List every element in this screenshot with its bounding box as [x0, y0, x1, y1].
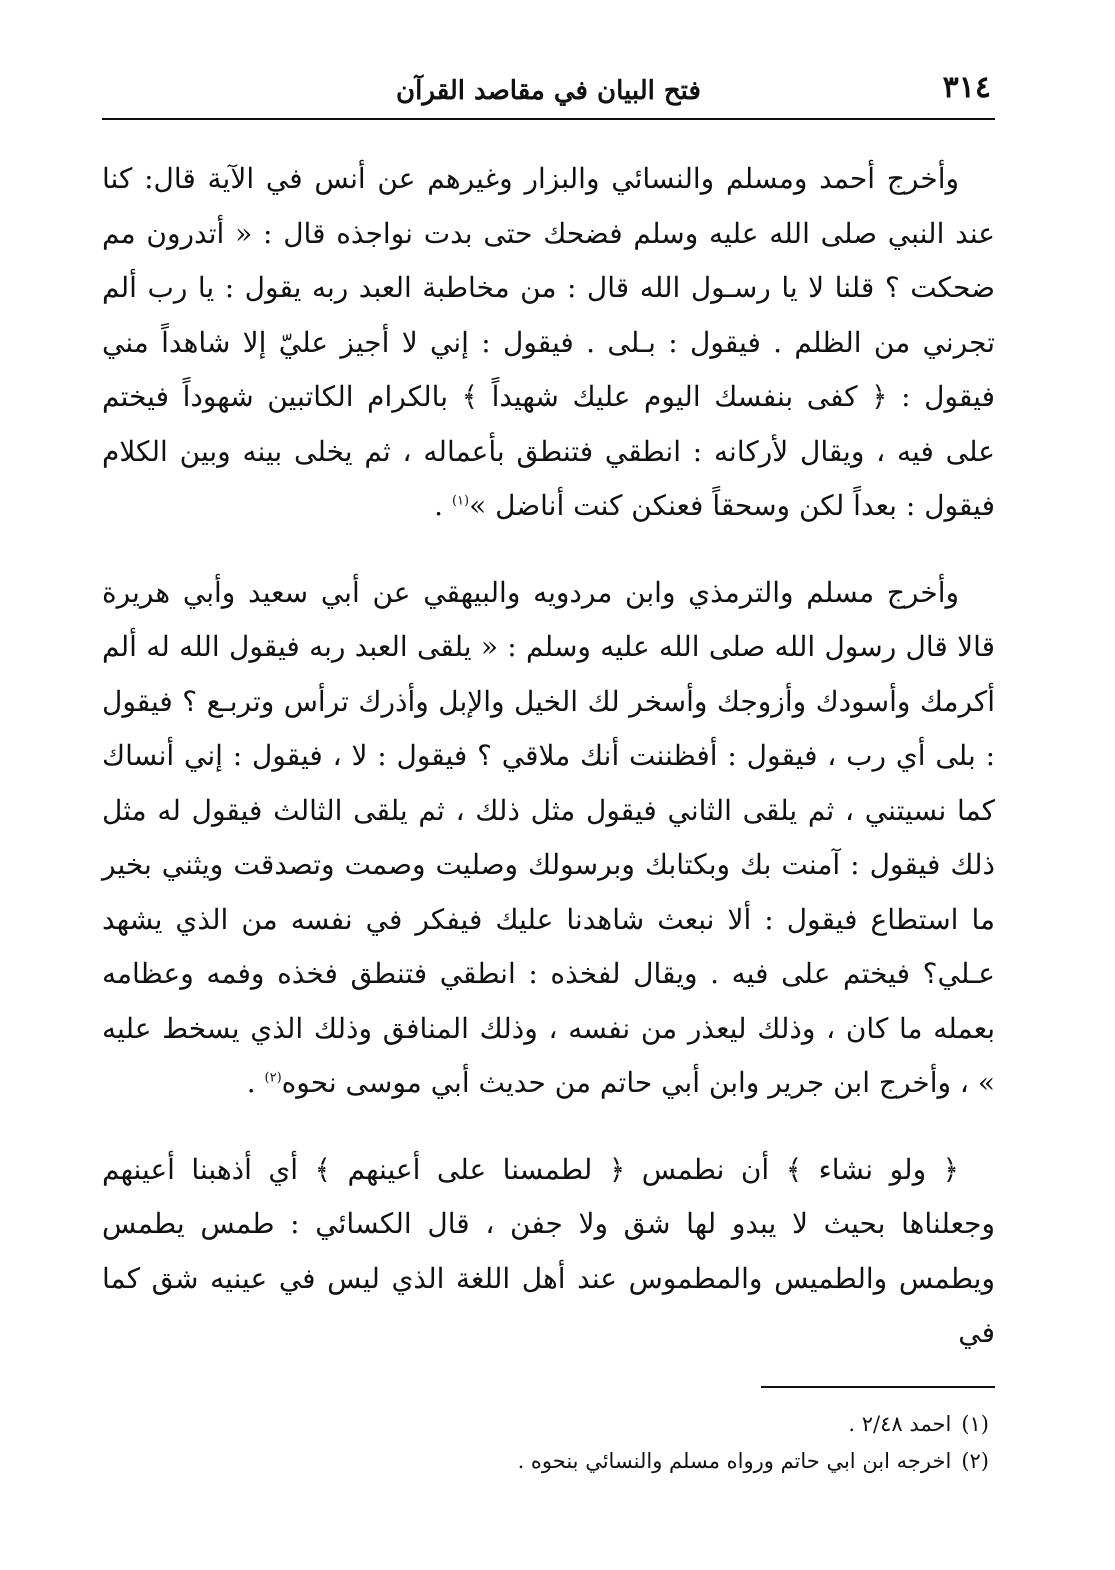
footnote-ref-1: (١) — [451, 493, 470, 509]
paragraph-2 — [102, 566, 995, 1111]
paragraph-1-text: وأخرج أحمد ومسلم والنسائي والبزار وغيرهم عن أنس في الآية قال: كنا عند النبي صلى الله عليه وسلم فضحك حتى بدت نواجذه قال : « أتدرون مم ضحكت ؟ قلنا لا يا رسـول الله قال : من مخاطبة العبد ربه يقول : يا رب ألم تجرني من الظلم . فيقول : بـلى . فيقول : إني لا أجيز عليّ إلا شاهداً مني فيقول : ﴿ كفى بنفسك اليوم عليك شهيداً ﴾ بالكرام الكاتبين شهوداً فيختم على فيه ، ويقال لأركانه : انطقي فتنطق بأعماله ، ثم يخلى بينه وبين الكلام فيقول : بعداً لكن وسحقاً فعنكن كنت أناضل » — [102, 162, 995, 522]
book-title: فتح البيان في مقاصد القرآن — [396, 76, 701, 106]
paragraph-3-text: ﴿ ولو نشاء ﴾ أن نطمس ﴿ لطمسنا على أعينهم ﴾ أي أذهبنا أعينهم وجعلناها بحيث لا يبدو لها شق ولا جفن ، قال الكسائي : طمس يطمس ويطمس والطميس والمطموس عند أهل اللغة الذي ليس في عينيه شق كما في — [102, 1152, 995, 1349]
footnote-separator — [761, 1386, 995, 1388]
footnote-2-number: (٢) — [961, 1449, 989, 1473]
paragraph-2-tail: . — [246, 1066, 265, 1099]
footnote-1 — [102, 1406, 995, 1443]
footnote-1-number: (١) — [961, 1412, 989, 1436]
footnote-ref-2: (٢) — [264, 1070, 282, 1086]
book-page — [102, 66, 995, 1516]
paragraph-2-text: وأخرج مسلم والترمذي وابن مردويه والبيهقي عن أبي سعيد وأبي هريرة قالا قال رسول الله صلى الله عليه وسلم : « يلقى العبد ربه فيقول الله له ألم أكرمك وأسودك وأزوجك وأسخر لك الخيل والإبل وأذرك ترأس وتربـع ؟ فيقول : بلى أي رب ، فيقول : أفظننت أنك ملاقي ؟ فيقول : لا ، فيقول : إني أنساك كما نسيتني ، ثم يلقى الثاني فيقول مثل ذلك ، ثم يلقى الثالث فيقول له مثل ذلك فيقول : آمنت بك وبكتابك وبرسولك وصليت وصمت وتصدقت ويثني بخير ما استطاع فيقول : ألا نبعث شاهدنا عليك فيفكر في نفسه من الذي يشهد عـلي؟ فيختم على فيه . ويقال لفخذه : انطقي فتنطق فخذه وفمه وعظامه بعمله ما كان ، وذلك ليعذر من نفسه ، وذلك المنافق وذلك الذي يسخط عليه » ، وأخرج ابن جرير وابن أبي حاتم من حديث أبي موسى نحوه — [102, 575, 996, 1099]
page-number: ٣١٤ — [942, 70, 991, 105]
footnote-2 — [102, 1443, 995, 1480]
footnotes — [102, 1406, 995, 1480]
body-text — [102, 152, 995, 1361]
paragraph-1-tail: . — [434, 489, 452, 522]
footnote-2-text: اخرجه ابن ابي حاتم ورواه مسلم والنسائي بنحوه . — [517, 1449, 952, 1473]
paragraph-3 — [102, 1143, 995, 1361]
paragraph-1 — [102, 152, 995, 534]
running-header — [102, 66, 995, 120]
footnote-1-text: احمد ٢/٤٨ . — [848, 1412, 952, 1436]
